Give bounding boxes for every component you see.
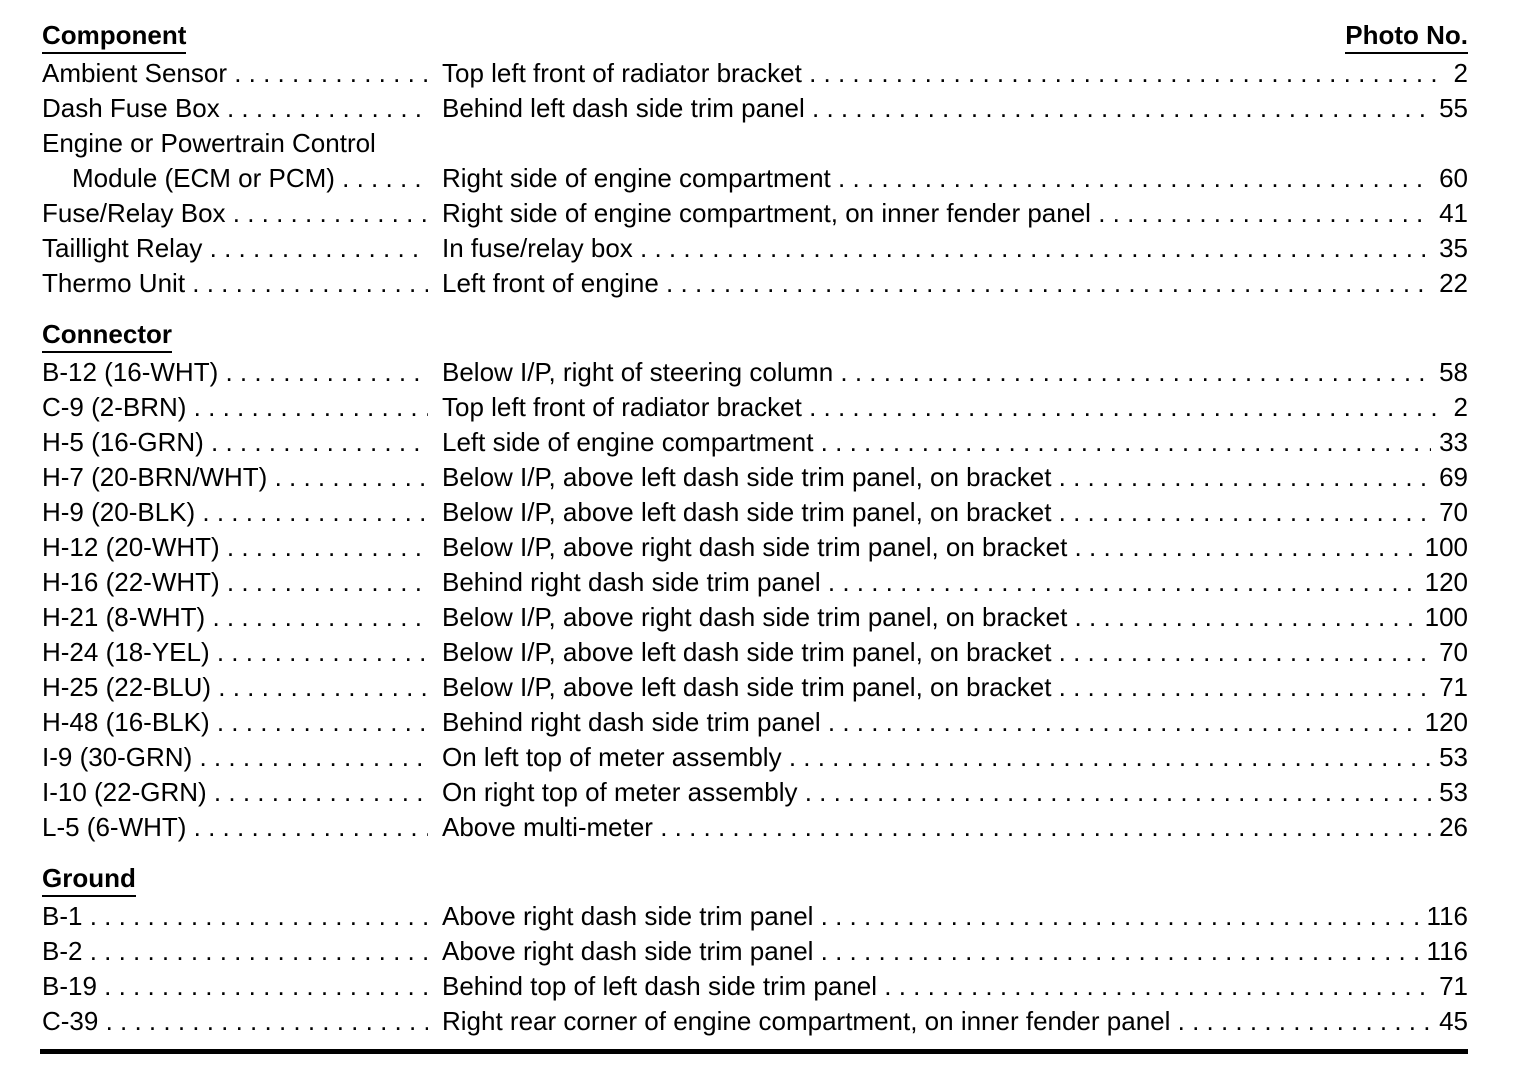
item-photo-number: 120 — [1417, 705, 1468, 740]
item-location-cell — [442, 810, 1468, 845]
item-name-cell — [42, 969, 428, 1004]
component-row — [42, 161, 1468, 196]
item-location: Above multi-meter . . . — [442, 812, 1468, 842]
item-location: Right side of engine compartment . . . — [442, 163, 1468, 193]
item-location: Below I/P, above right dash side trim panel, on bracket . . . — [442, 532, 1468, 562]
item-location: Behind left dash side trim panel . . . — [442, 93, 1468, 123]
item-photo-number: 70 — [1431, 495, 1468, 530]
item-location-cell — [442, 161, 1468, 196]
connector-row — [42, 565, 1468, 600]
item-photo-number: 100 — [1417, 600, 1468, 635]
item-name: B-19 . . . — [42, 971, 428, 1001]
item-location: Above right dash side trim panel . . . — [442, 936, 1468, 966]
item-name-cell — [42, 425, 428, 460]
ground-row — [42, 899, 1468, 934]
item-location: Left side of engine compartment . . . — [442, 427, 1468, 457]
item-photo-number: 116 — [1419, 899, 1468, 934]
item-name-cell — [42, 810, 428, 845]
item-name: Module (ECM or PCM) . . . — [72, 163, 428, 193]
connector-row — [42, 355, 1468, 390]
item-name: B-1 . . . — [42, 901, 428, 931]
ground-section-header — [42, 857, 1468, 897]
item-name: B-12 (16-WHT) . . . — [42, 357, 428, 387]
item-location: Behind right dash side trim panel . . . — [442, 567, 1468, 597]
item-photo-number: 100 — [1417, 530, 1468, 565]
item-photo-number: 55 — [1431, 91, 1468, 126]
component-locator-table — [42, 14, 1468, 1039]
item-name: L-5 (6-WHT) . . . — [42, 812, 428, 842]
item-location: Behind top of left dash side trim panel . . . — [442, 971, 1468, 1001]
item-location-cell — [442, 196, 1468, 231]
item-name: I-9 (30-GRN) . . . — [42, 742, 428, 772]
table-header — [42, 14, 1468, 54]
item-location-cell — [442, 56, 1468, 91]
item-photo-number: 2 — [1446, 390, 1468, 425]
item-location-cell — [442, 460, 1468, 495]
item-name-cell — [42, 355, 428, 390]
item-name: Fuse/Relay Box . . . — [42, 198, 428, 228]
item-name-cell — [42, 705, 428, 740]
item-location: Left front of engine . . . — [442, 268, 1468, 298]
item-location-cell — [442, 495, 1468, 530]
ground-row — [42, 1004, 1468, 1039]
component-row — [42, 231, 1468, 266]
item-photo-number: 71 — [1431, 670, 1468, 705]
item-name: C-9 (2-BRN) . . . — [42, 392, 428, 422]
item-photo-number: 70 — [1431, 635, 1468, 670]
connector-row — [42, 670, 1468, 705]
connector-section-header — [42, 313, 1468, 353]
component-row — [42, 266, 1468, 301]
item-location: Below I/P, right of steering column . . . — [442, 357, 1468, 387]
item-photo-number: 60 — [1431, 161, 1468, 196]
connector-row — [42, 460, 1468, 495]
item-name: Ambient Sensor . . . — [42, 58, 428, 88]
item-name-cell — [42, 161, 428, 196]
item-photo-number: 69 — [1431, 460, 1468, 495]
item-location: Above right dash side trim panel . . . — [442, 901, 1468, 931]
connector-row — [42, 635, 1468, 670]
connector-row — [42, 530, 1468, 565]
item-location-cell — [442, 670, 1468, 705]
item-name: H-21 (8-WHT) . . . — [42, 602, 428, 632]
bottom-rule — [40, 1049, 1468, 1054]
item-location: On left top of meter assembly . . . — [442, 742, 1468, 772]
item-name-cell — [42, 775, 428, 810]
item-name-cell — [42, 635, 428, 670]
component-row — [42, 91, 1468, 126]
item-location-cell — [442, 969, 1468, 1004]
item-location: Below I/P, above left dash side trim panel, on bracket . . . — [442, 462, 1468, 492]
item-name: H-12 (20-WHT) . . . — [42, 532, 428, 562]
item-photo-number: 71 — [1431, 969, 1468, 1004]
item-location-cell — [442, 266, 1468, 301]
component-row — [42, 56, 1468, 91]
item-photo-number: 2 — [1446, 56, 1468, 91]
connector-row — [42, 705, 1468, 740]
item-location-cell — [442, 705, 1468, 740]
item-name: Dash Fuse Box . . . — [42, 93, 428, 123]
connector-row — [42, 810, 1468, 845]
item-name-cell — [42, 670, 428, 705]
connector-row — [42, 425, 1468, 460]
item-name-cell — [42, 600, 428, 635]
item-photo-number: 41 — [1431, 196, 1468, 231]
item-photo-number: 33 — [1431, 425, 1468, 460]
item-name-cell — [42, 56, 428, 91]
item-name-cell — [42, 196, 428, 231]
item-location-cell — [442, 425, 1468, 460]
item-location: Right rear corner of engine compartment, on inner fender panel . . . — [442, 1006, 1468, 1036]
item-location: Below I/P, above right dash side trim panel, on bracket . . . — [442, 602, 1468, 632]
connector-row — [42, 495, 1468, 530]
item-location-cell — [442, 635, 1468, 670]
item-location: In fuse/relay box . . . — [442, 233, 1468, 263]
item-location-cell — [442, 775, 1468, 810]
item-location: Below I/P, above left dash side trim panel, on bracket . . . — [442, 637, 1468, 667]
grounds-list — [42, 899, 1468, 1039]
item-location: On right top of meter assembly . . . — [442, 777, 1468, 807]
item-photo-number: 53 — [1431, 740, 1468, 775]
item-photo-number: 22 — [1431, 266, 1468, 301]
item-name-cell — [42, 126, 428, 161]
item-location-cell — [442, 231, 1468, 266]
item-location: Top left front of radiator bracket . . . — [442, 58, 1468, 88]
item-location: Behind right dash side trim panel . . . — [442, 707, 1468, 737]
component-row — [42, 196, 1468, 231]
item-photo-number: 45 — [1431, 1004, 1468, 1039]
item-location-cell — [442, 530, 1468, 565]
item-location: Below I/P, above left dash side trim panel, on bracket . . . — [442, 672, 1468, 702]
ground-row — [42, 969, 1468, 1004]
photo-no-header: Photo No. — [1345, 20, 1468, 54]
item-name-cell — [42, 1004, 428, 1039]
item-location-cell — [442, 934, 1468, 969]
item-photo-number: 53 — [1431, 775, 1468, 810]
item-photo-number: 26 — [1431, 810, 1468, 845]
component-header: Component — [42, 20, 186, 54]
ground-header: Ground — [42, 863, 136, 897]
item-name: H-7 (20-BRN/WHT) . . . — [42, 462, 428, 492]
item-name-cell — [42, 460, 428, 495]
ground-row — [42, 934, 1468, 969]
item-name: H-25 (22-BLU) . . . — [42, 672, 428, 702]
item-photo-number: 116 — [1419, 934, 1468, 969]
item-name-cell — [42, 390, 428, 425]
item-name: H-24 (18-YEL) . . . — [42, 637, 428, 667]
item-name: Taillight Relay . . . — [42, 233, 428, 263]
item-name: Thermo Unit . . . — [42, 268, 428, 298]
item-name: H-9 (20-BLK) . . . — [42, 497, 428, 527]
item-name-cell — [42, 91, 428, 126]
item-name-cell — [42, 899, 428, 934]
item-photo-number: 120 — [1417, 565, 1468, 600]
item-location-cell — [442, 91, 1468, 126]
item-name: Engine or Powertrain Control — [42, 128, 376, 158]
item-photo-number: 58 — [1431, 355, 1468, 390]
item-name-cell — [42, 934, 428, 969]
item-location-cell — [442, 899, 1468, 934]
connector-row — [42, 775, 1468, 810]
connector-header: Connector — [42, 319, 172, 353]
item-name-cell — [42, 740, 428, 775]
item-name: I-10 (22-GRN) . . . — [42, 777, 428, 807]
item-name: C-39 . . . — [42, 1006, 428, 1036]
item-location-cell — [442, 565, 1468, 600]
item-name-cell — [42, 530, 428, 565]
item-location-cell — [442, 1004, 1468, 1039]
connector-row — [42, 740, 1468, 775]
connector-row — [42, 600, 1468, 635]
connector-row — [42, 390, 1468, 425]
item-name: H-48 (16-BLK) . . . — [42, 707, 428, 737]
connectors-list — [42, 355, 1468, 845]
item-photo-number: 35 — [1431, 231, 1468, 266]
item-name-cell — [42, 231, 428, 266]
item-name-cell — [42, 565, 428, 600]
item-name: H-5 (16-GRN) . . . — [42, 427, 428, 457]
item-location: Top left front of radiator bracket . . . — [442, 392, 1468, 422]
item-name-cell — [42, 266, 428, 301]
item-name: H-16 (22-WHT) . . . — [42, 567, 428, 597]
item-location: Right side of engine compartment, on inner fender panel . . . — [442, 198, 1468, 228]
item-location: Below I/P, above left dash side trim panel, on bracket . . . — [442, 497, 1468, 527]
item-name-cell — [42, 495, 428, 530]
item-location-cell — [442, 355, 1468, 390]
item-location-cell — [442, 740, 1468, 775]
item-location-cell — [442, 600, 1468, 635]
item-location-cell — [442, 390, 1468, 425]
item-name: B-2 . . . — [42, 936, 428, 966]
component-row — [42, 126, 1468, 161]
components-list — [42, 56, 1468, 301]
